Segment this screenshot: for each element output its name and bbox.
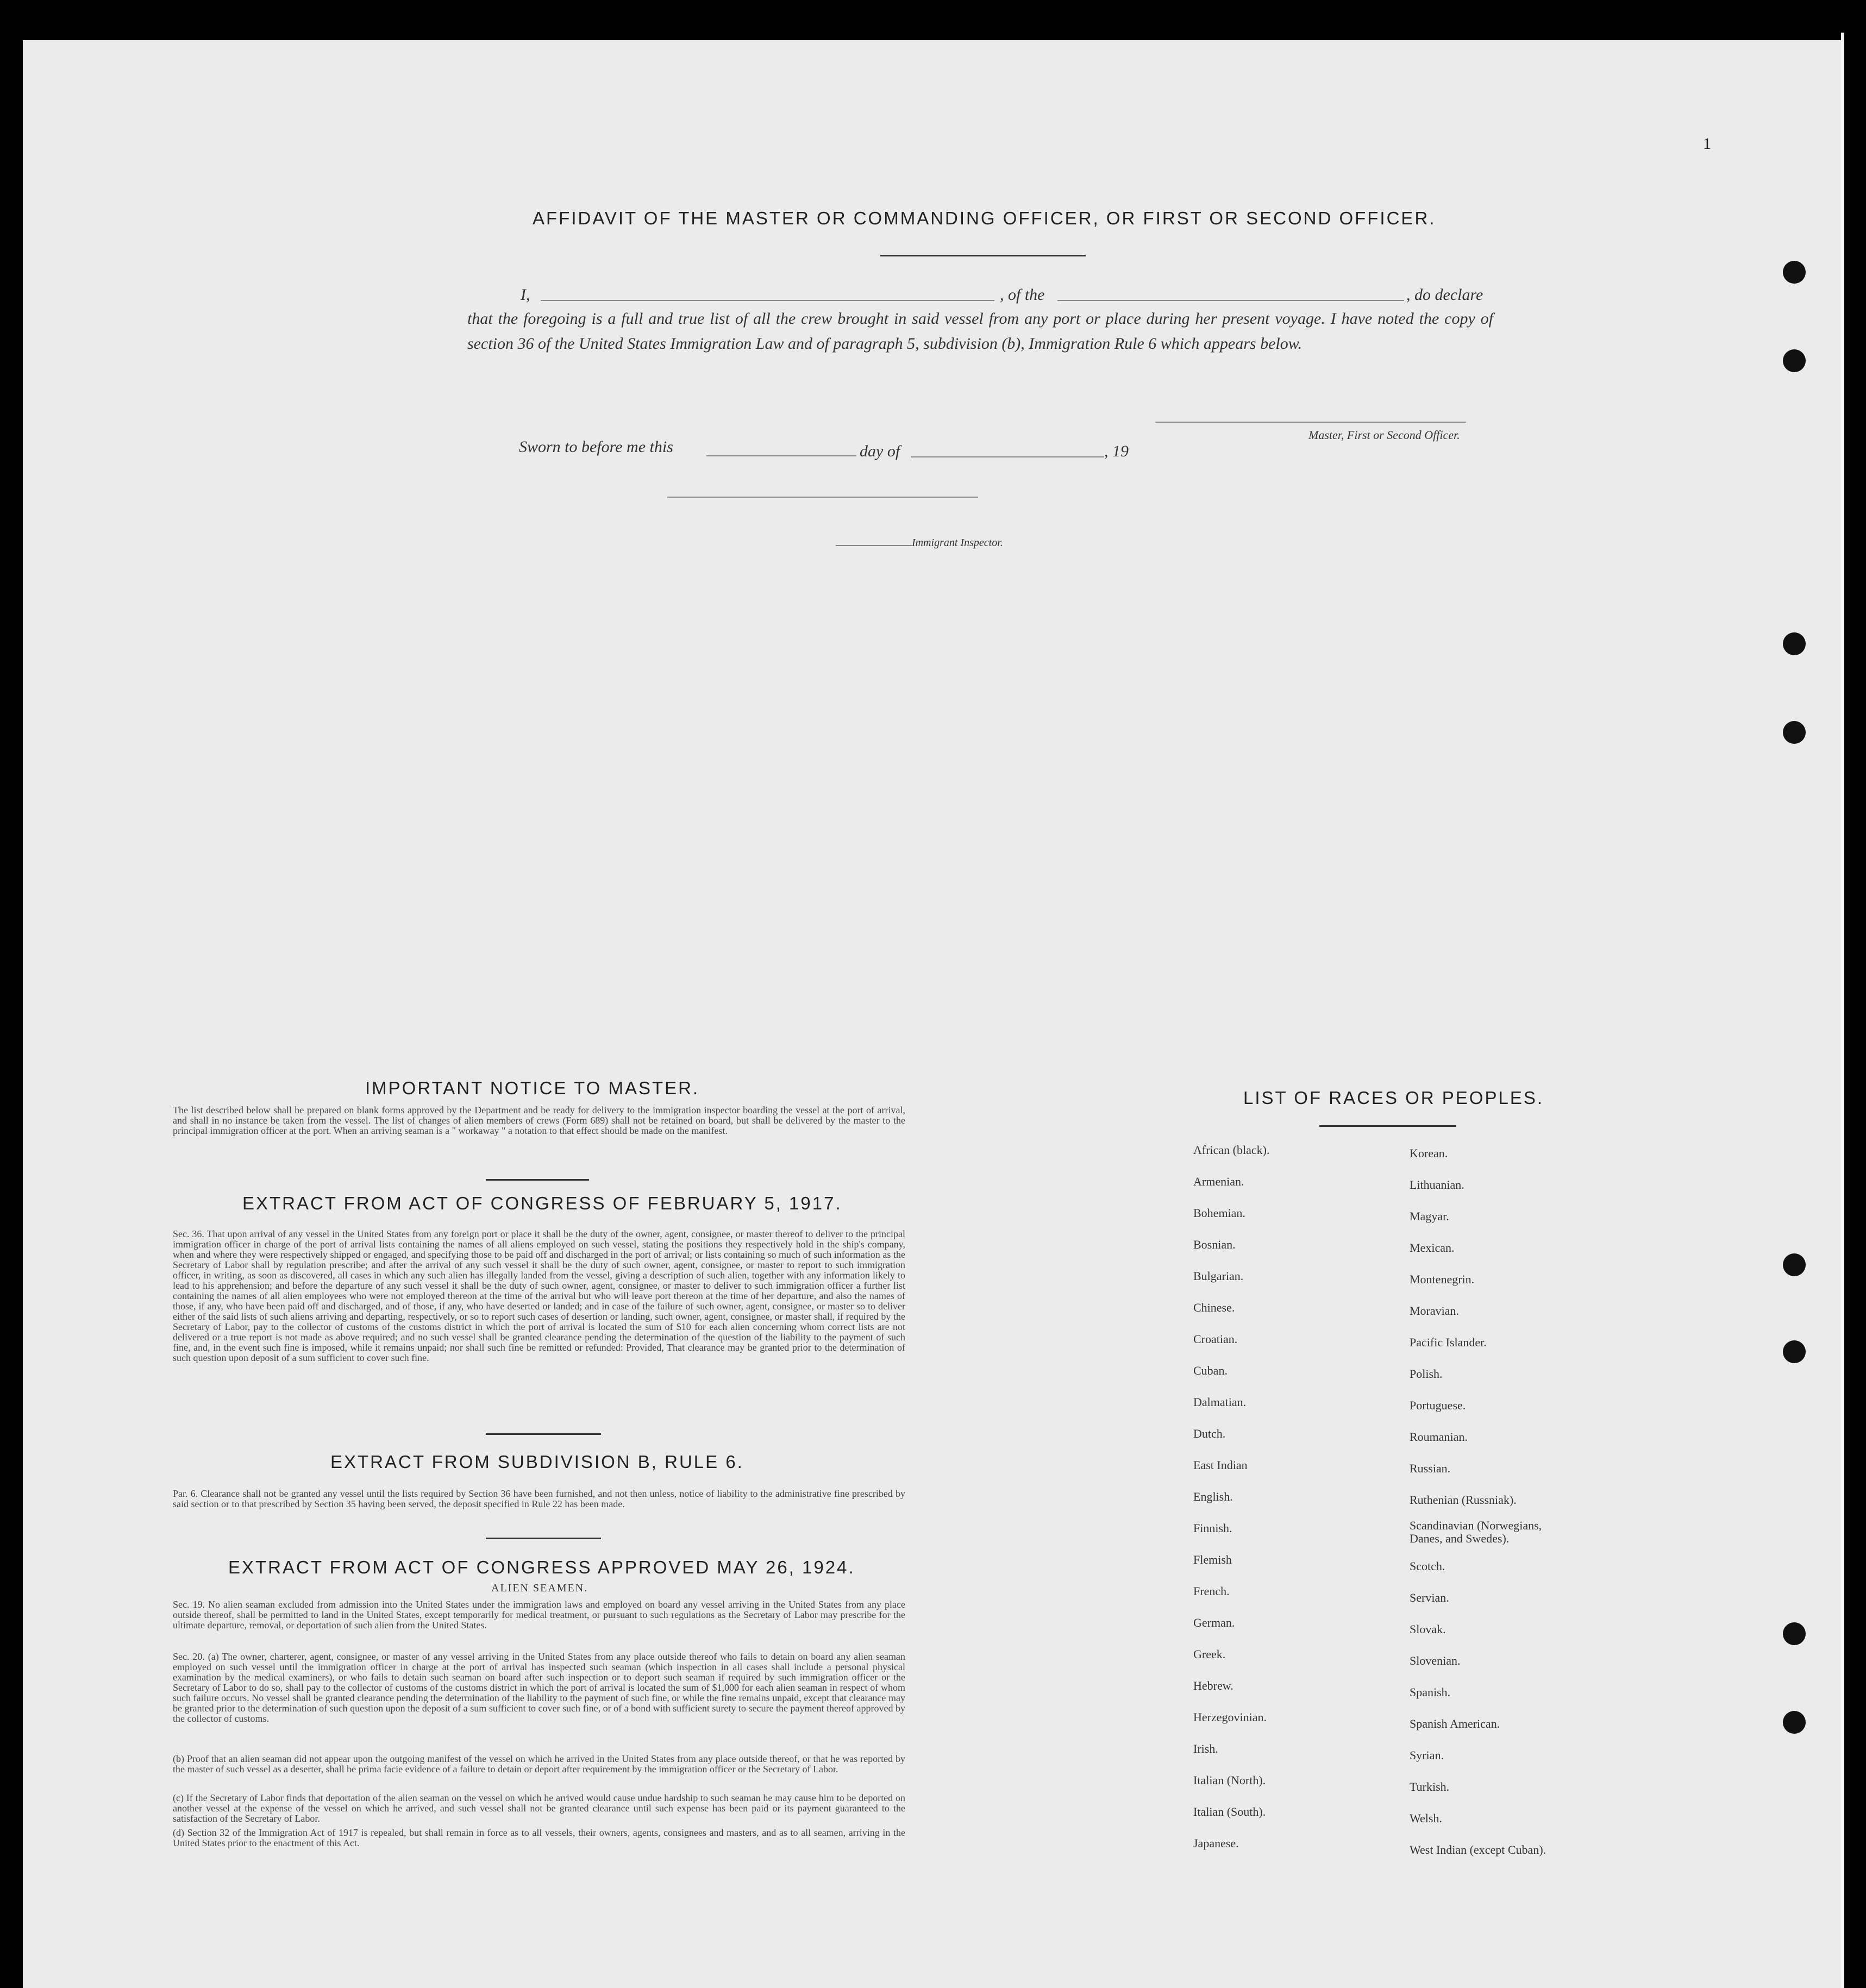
race-item: Welsh. <box>1410 1811 1442 1825</box>
sworn-year-label: , 19 <box>1104 442 1129 460</box>
affidavit-line1-start: I, <box>521 286 530 304</box>
race-item: Syrian. <box>1410 1748 1444 1762</box>
race-item: Irish. <box>1193 1742 1218 1755</box>
sec20d-text: (d) Section 32 of the Immigration Act of 1917 is repealed, but shall remain in force as to all vessels, their owners, agents, consignees and masters, and as to all seamen, arriving in the United States prior to the enactment of this Act. <box>173 1827 905 1848</box>
divider <box>486 1179 589 1181</box>
sworn-month-field[interactable] <box>911 456 1104 457</box>
race-item: Portuguese. <box>1410 1399 1466 1412</box>
sec20b-text: (b) Proof that an alien seaman did not appear upon the outgoing manifest of the vessel on which he arrived in the United States from any place outside thereof, or that he was reported by the master of such vessel as a deserter, shall be prima facie evidence of a failure to detain or deport after requirement by the immigration officer or the Secretary of Labor. <box>173 1753 905 1774</box>
notice-body: The list described below shall be prepared on blank forms approved by the Department and be ready for delivery to the immigration inspector boarding the vessel at the port of arrival, and shall in no instance be taken from the vessel. The list of changes of alien members of crews (Form 689) shall not be retained on board, but shall be delivered by the master to the principal immigration officer at the port. When an arriving seaman is a " workaway " a notation to that effect should be made on the manifest. <box>173 1105 905 1136</box>
sec19-text: Sec. 19. No alien seaman excluded from admission into the United States under the immigration laws and employed on board any vessel arriving in the United States from any place outside thereof, shall be permitted to land in the United States, except temporarily for medical treatment, or pursuant to such regulations as the Secretary of Labor may prescribe for the ultimate departure, removal, or deportation of such alien from the United States. <box>173 1599 905 1630</box>
race-item: Croatian. <box>1193 1332 1238 1346</box>
sworn-day-field[interactable] <box>706 455 856 456</box>
race-item: Japanese. <box>1193 1836 1239 1850</box>
punch-hole-icon <box>1783 1622 1806 1645</box>
notice-heading: IMPORTANT NOTICE TO MASTER. <box>365 1078 700 1098</box>
race-item: Finnish. <box>1193 1521 1232 1535</box>
signature-line[interactable] <box>1155 422 1466 423</box>
race-item: Roumanian. <box>1410 1430 1468 1444</box>
race-item: Bulgarian. <box>1193 1269 1244 1283</box>
race-item: German. <box>1193 1616 1235 1629</box>
extract-rule6-body: Par. 6. Clearance shall not be granted any vessel until the lists required by Section 36 have been furnished, and not then unless, notice of liability to the administrative fine prescribed by said section or to that prescribed by Section 35 having been served, the deposit specified in Rule 22 has been made. <box>173 1488 905 1509</box>
signature-label: Master, First or Second Officer. <box>1308 428 1460 442</box>
inspector-label: Immigrant Inspector. <box>912 537 1003 549</box>
race-item: Bohemian. <box>1193 1206 1245 1220</box>
name-blank-field[interactable] <box>541 300 994 301</box>
race-item: Flemish <box>1193 1553 1232 1566</box>
race-item: Dutch. <box>1193 1427 1226 1440</box>
extract-rule6-heading: EXTRACT FROM SUBDIVISION B, RULE 6. <box>330 1452 744 1472</box>
race-item: Chinese. <box>1193 1301 1235 1314</box>
race-item: Cuban. <box>1193 1364 1228 1377</box>
affidavit-line1-mid: , of the <box>1000 286 1045 304</box>
race-item: Italian (North). <box>1193 1773 1266 1787</box>
page-edge <box>1841 33 1844 1988</box>
race-item: Bosnian. <box>1193 1238 1236 1251</box>
race-item: English. <box>1193 1490 1233 1503</box>
punch-hole-icon <box>1783 1253 1806 1276</box>
race-item: Servian. <box>1410 1591 1449 1604</box>
race-item: Hebrew. <box>1193 1679 1233 1692</box>
races-left-column <box>1193 1134 1269 1859</box>
inspector-dash <box>836 545 912 546</box>
race-item: Herzegovinian. <box>1193 1710 1267 1724</box>
race-item: Armenian. <box>1193 1175 1244 1188</box>
punch-hole-icon <box>1783 721 1806 744</box>
race-item: Spanish American. <box>1410 1717 1500 1730</box>
page-mark: 1 <box>1703 135 1713 153</box>
race-item: African (black). <box>1193 1143 1270 1157</box>
race-item: Italian (South). <box>1193 1805 1266 1818</box>
races-heading: LIST OF RACES OR PEOPLES. <box>1243 1088 1544 1108</box>
race-item: Dalmatian. <box>1193 1395 1247 1409</box>
affidavit-heading: AFFIDAVIT OF THE MASTER OR COMMANDING OFFICER, OR FIRST OR SECOND OFFICER. <box>533 208 1436 228</box>
extract-1917-body: Sec. 36. That upon arrival of any vessel in the United States from any foreign port or place it shall be the duty of the owner, agent, consignee, or master thereof to deliver to the principal immigration officer in charge of the port of arrival lists containing the names of all aliens employed on such vessel, stating the positions they respectively hold in the ship's company, when and where they were respectively shipped or engaged, and specifying those to be paid off and discharged in the port of arrival; or lists containing so much of such information as the Secretary of Labor shall by regulation prescribe; and after the arrival of any such vessel it shall be the duty of such owner, agent, consignee, or master to report to such immigration officer, in writing, as soon as discovered, all cases in which any such alien has illegally landed from the vessel, giving a description of such alien, together with any information likely to lead to his apprehension; and before the departure of any such vessel it shall be the duty of such owner, agent, consignee, or master to deliver to such immigration officer a further list containing the names of all alien employees who were not employed thereon at the time of the arrival but who will leave port thereon at the time of her departure, and also the names of those, if any, who have been paid off and discharged, and of those, if any, who have deserted or landed; and in case of the failure of such owner, agent, consignee, or master so to deliver either of the said lists of such aliens arriving and departing, respectively, or so to report such cases of desertion or landing, such owner, agent, consignee, or master shall, if required by the Secretary of Labor, pay to the collector of customs of the customs district in which the port of arrival is located the sum of $10 for each alien concerning whom correct lists are not delivered or a true report is not made as above required; and no such vessel shall be granted clearance pending the determination of the question of the liability to the payment of such fine, and, in the event such fine is imposed, while it remains unpaid; nor shall such fine be remitted or refunded: Provided, That clearance may be granted prior to the determination of such question upon deposit of a sum sufficient to cover such fine. <box>173 1228 905 1363</box>
affidavit-body: that the foregoing is a full and true list of all the crew brought in said vessel from any port or place during her present voyage. I have noted the copy of section 36 of the United States Immigration Law and of paragraph 5, subdivision (b), Immigration Rule 6 which appears below. <box>467 310 1493 353</box>
extract-1924-heading: EXTRACT FROM ACT OF CONGRESS APPROVED MAY 26, 1924. <box>228 1557 855 1577</box>
race-item: Moravian. <box>1410 1304 1460 1318</box>
inspector-signature-line[interactable] <box>667 497 978 498</box>
races-right-column <box>1410 1138 1573 1866</box>
affidavit-line1-end: , do declare <box>1406 286 1483 304</box>
divider <box>1319 1125 1456 1127</box>
divider <box>880 255 1086 256</box>
race-item: Scandinavian (Norwegians, Danes, and Swedes). <box>1410 1519 1542 1545</box>
race-item: Mexican. <box>1410 1241 1455 1255</box>
race-item: Korean. <box>1410 1146 1448 1160</box>
punch-hole-icon <box>1783 349 1806 372</box>
race-item: Slovak. <box>1410 1622 1446 1636</box>
divider <box>486 1538 601 1539</box>
race-item: West Indian (except Cuban). <box>1410 1843 1546 1857</box>
race-item: Scotch. <box>1410 1559 1445 1573</box>
alien-seamen-subheading: ALIEN SEAMEN. <box>491 1582 588 1594</box>
race-item: Spanish. <box>1410 1685 1451 1699</box>
sec20a-text: Sec. 20. (a) The owner, charterer, agent, consignee, or master of any vessel arriving in the United States from any place outside thereof who fails to detain on board any alien seaman employed on such vessel until the immigration officer in charge at the port of arrival has inspected such seaman (which inspection in all cases shall include a personal physical examination by the medical examiners), or who fails to detain such seaman on board after such inspection or to deport such seaman if required by such immigration officer or the Secretary of Labor to do so, shall pay to the collector of customs of the customs district in which the port of arrival is located the sum of $1,000 for each alien seaman in respect of whom such failure occurs. No vessel shall be granted clearance pending the determination of the liability to the payment of such fine, or while the fine remains unpaid, except that clearance may be granted prior to the determination of such question upon the deposit of a sum sufficient to cover such fine, or of a bond with sufficient surety to secure the payment thereof approved by the collector of customs. <box>173 1651 905 1724</box>
race-item: Slovenian. <box>1410 1654 1461 1667</box>
divider <box>486 1433 601 1435</box>
race-item: East Indian <box>1193 1458 1248 1472</box>
race-item: Pacific Islander. <box>1410 1335 1487 1349</box>
punch-hole-icon <box>1783 1340 1806 1363</box>
race-item: Polish. <box>1410 1367 1443 1381</box>
race-item: Turkish. <box>1410 1780 1450 1793</box>
sec20c-text: (c) If the Secretary of Labor finds that deportation of the alien seaman on the vessel on which he arrived would cause undue hardship to such seaman he may cause him to be deported on another vessel at the expense of the vessel on which he arrived, and such vessel shall not be granted clearance until such expense has been paid or its payment guaranteed to the satisfaction of the Secretary of Labor. <box>173 1792 905 1824</box>
race-item: Ruthenian (Russniak). <box>1410 1493 1517 1507</box>
race-item: French. <box>1193 1584 1230 1598</box>
race-item: Greek. <box>1193 1647 1226 1661</box>
sworn-day-label: day of <box>860 442 900 460</box>
race-item: Russian. <box>1410 1462 1451 1475</box>
punch-hole-icon <box>1783 261 1806 284</box>
race-item: Montenegrin. <box>1410 1272 1475 1286</box>
vessel-blank-field[interactable] <box>1057 300 1404 301</box>
race-item: Lithuanian. <box>1410 1178 1464 1191</box>
punch-hole-icon <box>1783 632 1806 655</box>
sworn-text: Sworn to before me this <box>519 438 673 456</box>
race-item: Magyar. <box>1410 1209 1449 1223</box>
extract-1917-heading: EXTRACT FROM ACT OF CONGRESS OF FEBRUARY 5, 1917. <box>242 1193 842 1213</box>
punch-hole-icon <box>1783 1711 1806 1734</box>
